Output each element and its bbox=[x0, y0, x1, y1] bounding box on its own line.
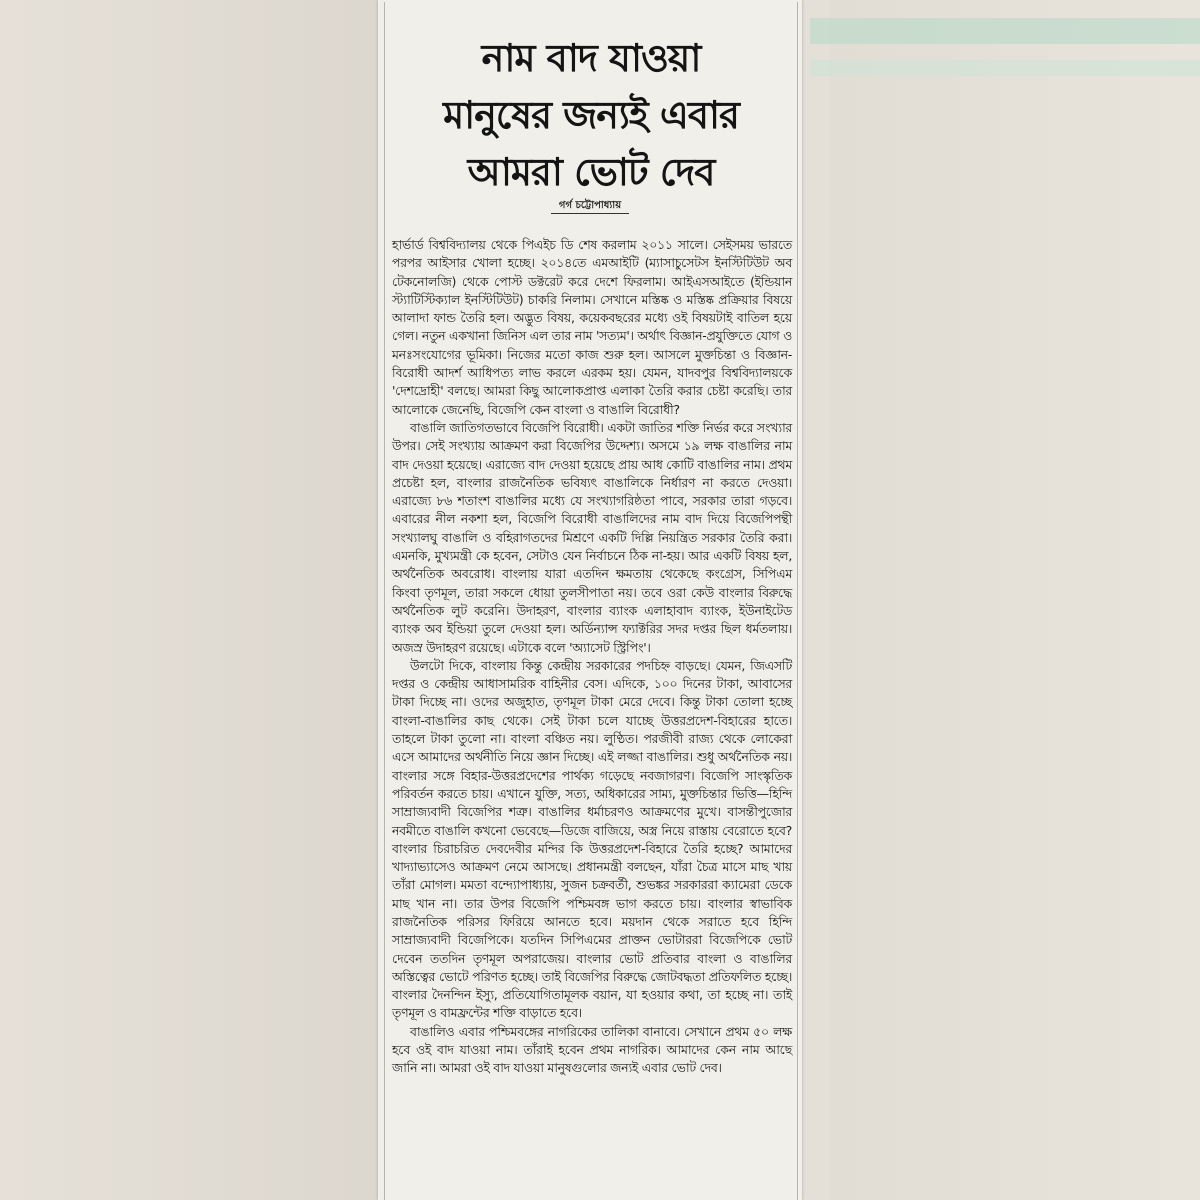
byline bbox=[378, 198, 802, 215]
paragraph-3: উলটো দিকে, বাংলায় কিন্তু কেন্দ্রীয় সরকারের পদচিহ্ন বাড়ছে। যেমন, জিএসটি দপ্তর ও কেন্দ্রীয় আধাসামরিক বাহিনীর বেস। এদিকে, ১০০ দিনের টাকা, আবাসের টাকা দিচ্ছে না। ওদের অজুহাত, তৃণমূল টাকা মেরে দেবে। কিন্তু টাকা তোলা হচ্ছে বাংলা-বাঙালির কাছ থেকে। সেই টাকা চলে যাচ্ছে উত্তরপ্রদেশ-বিহারের হাতে। তাহলে টাকা তুলো না। বাংলা বঞ্চিত নয়। লুণ্ঠিত। পরজীবী রাজ্য থেকে লোকেরা এসে আমাদের অর্থনীতি নিয়ে জ্ঞান দিচ্ছে। এই লজ্জা বাঙালির। শুধু অর্থনৈতিক নয়। বাংলার সঙ্গে বিহার-উত্তরপ্রদেশের পার্থক্য গড়েছে নবজাগরণ। বিজেপি সাংস্কৃতিক পরিবর্তন করতে চায়। এখানে যুক্তি, সত্য, অধিকারের সাম্য, মুক্তচিন্তার ভিত্তি—হিন্দি সাম্রাজ্যবাদী বিজেপির শত্রু। বাঙালির ধর্মাচরণও আক্রমণের মুখে। বাসন্তীপুজোর নবমীতে বাঙালি কখনো ভেবেছে—ডিজে বাজিয়ে, অস্ত্র নিয়ে রাস্তায় বেরোতে হবে? বাংলার চিরাচরিত দেবদেবীর মন্দির কি উত্তরপ্রদেশ-বিহারে তৈরি হচ্ছে? আমাদের খাদ্যাভ্যাসেও আক্রমণ নেমে আসছে। প্রধানমন্ত্রী বলছেন, যাঁরা চৈত্র মাসে মাছ খায় তাঁরা মোগল। মমতা বন্দ্যোপাধ্যায়, সুজন চক্রবর্তী, শুভঙ্কর সরকাররা ক্যামেরা ডেকে মাছ খান না। তার উপর বিজেপি পশ্চিমবঙ্গ ভাগ করতে চায়। বাংলার স্বাভাবিক রাজনৈতিক পরিসর ফিরিয়ে আনতে হবে। ময়দান থেকে সরাতে হবে হিন্দি সাম্রাজ্যবাদী বিজেপিকে। যতদিন সিপিএমের প্রাক্তন ভোটাররা বিজেপিকে ভোট দেবেন ততদিন তৃণমূল অপরাজেয়। বাংলার ভোট প্রতিবার বাংলা ও বাঙালির অস্তিত্বের ভোটে পরিণত হচ্ছে। তাই বিজেপির বিরুদ্ধে জোটবদ্ধতা প্রতিফলিত হচ্ছে। বাংলার দৈনন্দিন ইস্যু, প্রতিযোগিতামূলক বয়ান, যা হওয়ার কথা, তা হচ্ছে না। তাই তৃণমূল ও বামফ্রন্টের শক্তি বাড়াতে হবে। bbox=[392, 657, 792, 1021]
paragraph-4: বাঙালিও এবার পশ্চিমবঙ্গের নাগরিকের তালিকা বানাবে। সেখানে প্রথম ৫০ লক্ষ হবে ওই বাদ যাওয়া নাম। তাঁরাই হবেন প্রথম নাগরিক। আমাদের কেন নাম আছে জানি না। আমরা ওই বাদ যাওয়া মানুষগুলোর জন্যই এবার ভোট দেব। bbox=[392, 1023, 792, 1076]
headline-line-2: মানুষের জন্যই এবার bbox=[443, 93, 739, 137]
newspaper-clipping bbox=[378, 0, 802, 1200]
paragraph-1: হার্ভার্ড বিশ্ববিদ্যালয় থেকে পিএইচ ডি শেষ করলাম ২০১১ সালে। সেইসময় ভারতে পরপর আইসার খোলা হচ্ছে। ২০১৪তে এমআইটি (ম্যাসাচুসেটস ইনস্টিটিউট অব টেকনোলজি) থেকে পোস্ট ডক্টরেট করে দেশে ফিরলাম। আইএসআইতে (ইন্ডিয়ান স্ট্যাটিস্টিক্যাল ইনস্টিটিউট) চাকরি নিলাম। সেখানে মস্তিষ্ক ও মস্তিষ্ক প্রক্রিয়ার বিষয়ে আলাদা ফান্ড তৈরি হল। অদ্ভুত বিষয়, কয়েকবছরের মধ্যে ওই বিষয়টাই বাতিল হয়ে গেল। নতুন একখানা জিনিস এল তার নাম 'সত্যম'। অর্থাৎ বিজ্ঞান-প্রযুক্তিতে যোগ ও মনঃসংযোগের ভূমিকা। নিজের মতো কাজ শুরু হল। আসলে মুক্তচিন্তা ও বিজ্ঞান-বিরোধী আদর্শ আধিপত্য লাভ করলে এরকম হয়। যেমন, যাদবপুর বিশ্ববিদ্যালয়কে 'দেশদ্রোহী' বলছে। আমরা কিছু আলোকপ্রাপ্ত এলাকা তৈরি করার চেষ্টা করেছি। তার আলোকে জেনেছি, বিজেপি কেন বাংলা ও বাঙালি বিরোধী? bbox=[392, 237, 792, 417]
headline-line-1: নাম বাদ যাওয়া bbox=[481, 36, 701, 80]
paragraph-2: বাঙালি জাতিগতভাবে বিজেপি বিরোধী। একটা জাতির শক্তি নির্ভর করে সংখ্যার উপর। সেই সংখ্যায় আক্রমণ করা বিজেপির উদ্দেশ্য। অসমে ১৯ লক্ষ বাঙালির নাম বাদ দেওয়া হয়েছে। এরাজ্যে বাদ দেওয়া হয়েছে প্রায় আধ কোটি বাঙালির নাম। প্রথম প্রচেষ্টা হল, বাংলার রাজনৈতিক ভবিষ্যৎ বাঙালিকে নির্ধারণ না করতে দেওয়া। এরাজ্যে ৮৬ শতাংশ বাঙালির মধ্যে যে সংখ্যাগরিষ্ঠতা পাবে, সরকার তারা গড়বে। এবারের নীল নকশা হল, বিজেপি বিরোধী বাঙালিদের নাম বাদ দিয়ে বিজেপিপন্থী সংখ্যালঘু বাঙালি ও বহিরাগতদের মিশ্রণে একটি দিল্লি নিয়ন্ত্রিত সরকার তৈরি করা। এমনকি, মুখ্যমন্ত্রী কে হবেন, সেটাও যেন নির্বাচনে ঠিক না-হয়। আর একটি বিষয় হল, অর্থনৈতিক অবরোধ। বাংলায় যারা এতদিন ক্ষমতায় থেকেছে কংগ্রেস, সিপিএম কিংবা তৃণমূল, তারা সকলে ধোয়া তুলসীপাতা নয়। তবে ওরা কেউ বাংলার বিরুদ্ধে অর্থনৈতিক লুট করেনি। উদাহরণ, বাংলার ব্যাংক এলাহাবাদ ব্যাংক, ইউনাইটেড ব্যাংক অব ইন্ডিয়া তুলে দেওয়া হল। অর্ডিন্যান্স ফ্যাক্টরির সদর দপ্তর ছিল ধর্মতলায়। অজস্র উদাহরণ রয়েছে। এটাকে বলে 'অ্যাসেট স্ট্রিপিং'। bbox=[392, 419, 792, 655]
article-body bbox=[392, 236, 792, 1078]
headline bbox=[384, 30, 798, 201]
author-name: গর্গ চট্টোপাধ্যায় bbox=[551, 200, 629, 214]
headline-line-3: আমরা ভোট দেব bbox=[467, 150, 715, 194]
